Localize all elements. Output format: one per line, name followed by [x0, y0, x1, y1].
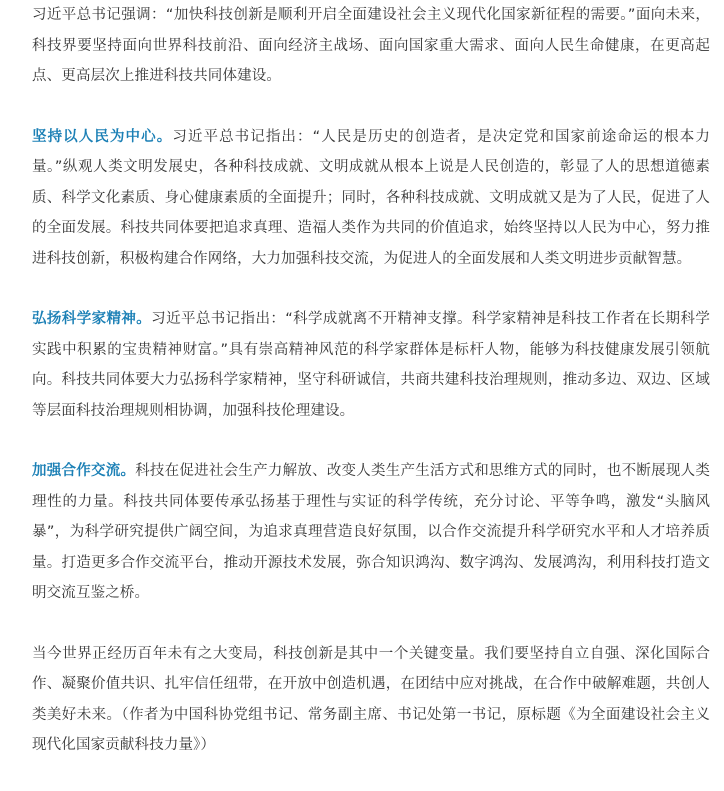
section-heading: 弘扬科学家精神。 — [32, 311, 152, 327]
article-body — [32, 0, 710, 791]
paragraph-text: 科技在促进社会生产力解放、改变人类生产生活方式和思维方式的同时，也不断展现人类理性的力量。科技共同体要传承弘扬基于理性与实证的科学传统，充分讨论、平等争鸣，激发“头脑风暴”，为科学研究提供广阔空间，为追求真理营造良好氛围，以合作交流提升科学研究水平和人才培养质量。打造更多合作交流平台，推动开源技术发展，弥合知识鸿沟、数字鸿沟、发展鸿沟，利用科技打造文明交流互鉴之桥。 — [32, 463, 710, 601]
paragraph-text: 习近平总书记强调：“加快科技创新是顺利开启全面建设社会主义现代化国家新征程的需要。”面向未来，科技界要坚持面向世界科技前沿、面向经济主战场、面向国家重大需求、面向人民生命健康，在更高起点、更高层次上推进科技共同体建设。 — [32, 7, 710, 84]
section-heading: 加强合作交流。 — [32, 463, 136, 479]
paragraph-scientist-spirit — [32, 304, 710, 426]
paragraph-text: 习近平总书记指出：“人民是历史的创造者，是决定党和国家前途命运的根本力量。”纵观人类文明发展史，各种科技成就、文明成就从根本上说是人民创造的，彰显了人的思想道德素质、科学文化素质、身心健康素质的全面提升；同时，各种科技成就、文明成就又是为了人民，促进了人的全面发展。科技共同体要把追求真理、造福人类作为共同的价值追求，始终坚持以人民为中心，努力推进科技创新，积极构建合作网络，大力加强科技交流，为促进人的全面发展和人类文明进步贡献智慧。 — [32, 128, 710, 267]
paragraph-intro — [32, 0, 710, 92]
section-heading: 坚持以人民为中心。 — [32, 128, 173, 145]
paragraph-people-centered — [32, 122, 710, 275]
paragraph-conclusion — [32, 639, 710, 761]
paragraph-text: 习近平总书记指出：“科学成就离不开精神支撑。科学家精神是科技工作者在长期科学实践中积累的宝贵精神财富。”具有崇高精神风范的科学家群体是标杆人物，能够为科技健康发展引领航向。科技共同体要大力弘扬科学家精神，坚守科研诚信，共商共建科技治理规则，推动多边、双边、区域等层面科技治理规则相协调，加强科技伦理建设。 — [32, 311, 710, 419]
paragraph-text: 当今世界正经历百年未有之大变局，科技创新是其中一个关键变量。我们要坚持自立自强、深化国际合作、凝聚价值共识、扎牢信任纽带，在开放中创造机遇，在团结中应对挑战，在合作中破解难题，共创人类美好未来。（作者为中国科协党组书记、常务副主席、书记处第一书记，原标题《为全面建设社会主义现代化国家贡献科技力量》） — [32, 645, 710, 753]
paragraph-cooperation — [32, 456, 710, 609]
